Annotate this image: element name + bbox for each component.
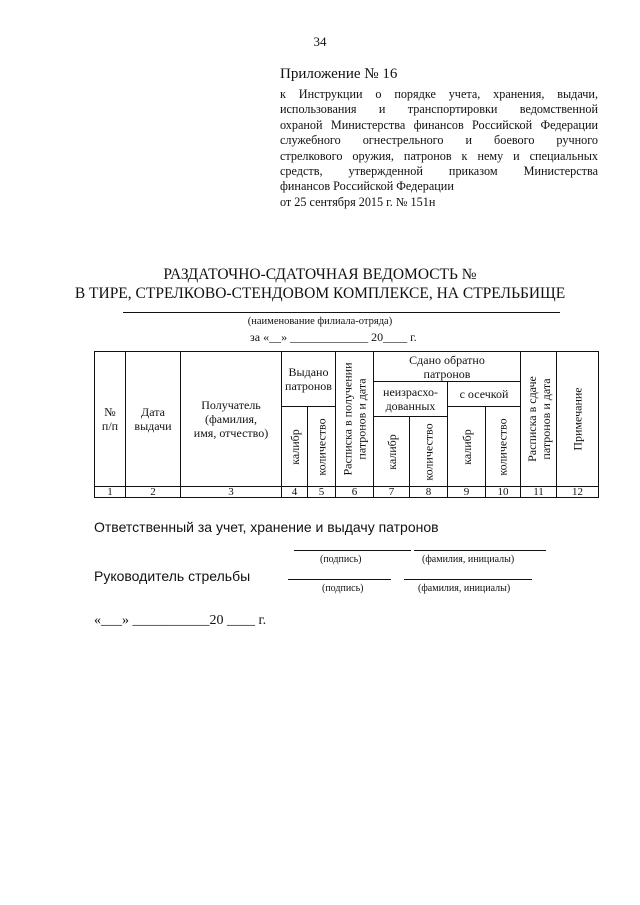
header-no: № п/п — [94, 351, 126, 487]
appendix-text — [280, 87, 598, 210]
title-line-2: В ТИРЕ, СТРЕЛКОВО-СТЕНДОВОМ КОМПЛЕКСЕ, НА СТРЕЛЬБИЩЕ — [74, 285, 566, 302]
head-label: Руководитель стрельбы — [94, 568, 251, 584]
column-number: 8 — [409, 486, 448, 498]
head-signature-line — [288, 579, 391, 580]
responsible-name-caption: (фамилия, инициалы) — [422, 554, 515, 565]
header-unused-quantity: количество — [409, 416, 448, 487]
header-recipient: Получатель (фамилия, имя, отчество) — [180, 351, 282, 487]
header-issued-caliber: калибр — [281, 406, 308, 487]
column-number: 2 — [125, 486, 181, 498]
column-number: 1 — [94, 486, 126, 498]
head-signature-caption: (подпись) — [322, 583, 364, 594]
header-unused-caliber: калибр — [373, 416, 410, 487]
head-name-line — [404, 579, 532, 580]
page-number: 34 — [313, 34, 327, 49]
header-misfire-quantity: количество — [485, 406, 521, 487]
appendix-line: охраной Министерства финансов Российской Федерации — [280, 117, 598, 132]
column-number: 9 — [447, 486, 486, 498]
title-line-1: РАЗДАТОЧНО-СДАТОЧНАЯ ВЕДОМОСТЬ № — [163, 266, 477, 283]
appendix-line: использования и транспортировки ведомственной — [280, 102, 598, 117]
header-returned-group: Сдано обратно патронов — [373, 351, 521, 382]
header-misfire: с осечкой — [447, 381, 521, 407]
header-receipt-issue: Расписка в получении патронов и дата — [335, 351, 374, 487]
column-number: 12 — [556, 486, 599, 498]
header-issued-quantity: количество — [307, 406, 336, 487]
header-issued-group: Выдано патронов — [281, 351, 336, 407]
column-number: 10 — [485, 486, 521, 498]
column-number: 5 — [307, 486, 336, 498]
responsible-signature-caption: (подпись) — [320, 554, 362, 565]
appendix-block — [280, 66, 598, 210]
appendix-line: стрелкового оружия, патронов к нему и специальных — [280, 148, 598, 163]
responsible-signature-line — [294, 550, 411, 551]
responsible-label: Ответственный за учет, хранение и выдачу патронов — [94, 519, 439, 535]
branch-name-line — [123, 312, 560, 313]
header-date: Дата выдачи — [125, 351, 181, 487]
head-name-caption: (фамилия, инициалы) — [418, 583, 511, 594]
ledger-table — [94, 351, 599, 498]
responsible-name-line — [414, 550, 546, 551]
column-number: 6 — [335, 486, 374, 498]
appendix-title: Приложение № 16 — [280, 66, 398, 82]
appendix-line: к Инструкции о порядке учета, хранения, выдачи, — [280, 87, 598, 101]
branch-caption: (наименование филиала-отряда) — [247, 316, 393, 327]
appendix-line: финансов Российской Федерации — [280, 179, 454, 194]
date-line: «___» ___________20 ____ г. — [94, 613, 267, 628]
column-number: 11 — [520, 486, 557, 498]
header-note: Примечание — [556, 351, 599, 487]
appendix-line: служебного огнестрельного и боевого ручного — [280, 133, 598, 148]
column-number: 3 — [180, 486, 282, 498]
column-number: 4 — [281, 486, 308, 498]
header-unused: неизрасхо- дованных — [373, 381, 448, 417]
header-misfire-caliber: калибр — [447, 406, 486, 487]
header-receipt-return: Расписка в сдаче патронов и дата — [520, 351, 557, 487]
appendix-line: средств, утвержденной приказом Министерства — [280, 164, 598, 179]
period-line: за «__» _____________ 20____ г. — [250, 330, 417, 344]
appendix-line: от 25 сентября 2015 г. № 151н — [280, 194, 436, 209]
column-number: 7 — [373, 486, 410, 498]
document-title — [0, 265, 640, 303]
